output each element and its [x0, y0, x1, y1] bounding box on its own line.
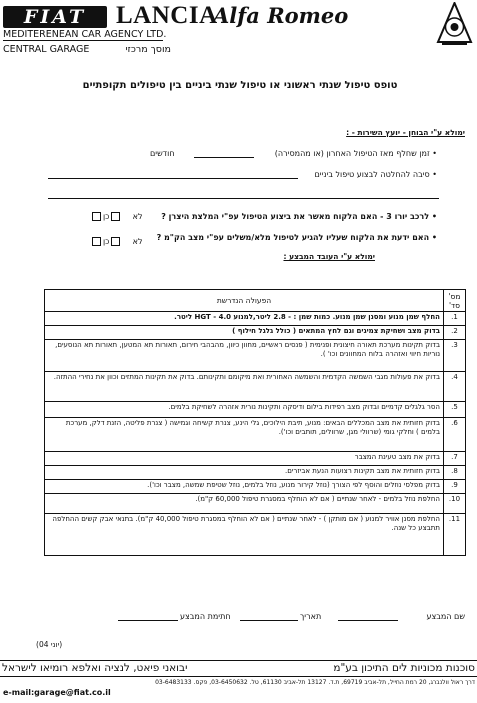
date-label: תאריך — [300, 612, 322, 621]
notify-question: • האם ידעת את הלקוח שעליו להגיע לטיפול מלא/משלים עפ"י מצב הק"מ ? — [156, 233, 437, 242]
row-action: בדוק חזותית את מצב המכללים הבאים: מנוע, תיבת הילוכים, גלי הינע, צנרת קשיחה וגמישה ( צנרת פליטה, הזנת דלק, מערכת בלמים ) וחלקי גומי (שרוולי מגן, שרוולים, תותבים וכו'). — [45, 418, 444, 452]
footer-divider-2 — [0, 676, 477, 677]
row-action: בדוק מצב ושחיקת צמיגים וגם לחץ המתאים ( כולל גלגל חילוף ) — [45, 326, 444, 340]
agency-name: MEDITERENEAN CAR AGENCY LTD. — [3, 29, 167, 40]
table-row — [45, 466, 466, 480]
footer-divider — [0, 660, 477, 661]
row-number: 4. — [444, 372, 466, 402]
euro3-no-checkbox[interactable] — [92, 212, 101, 221]
row-number: 5. — [444, 402, 466, 418]
table-row — [45, 340, 466, 372]
row-action: בדוק מפלסי נוזלים והוסף לפי הצורך (נוזל קירור מנוע, נוזל בלמים, נוזל שטיפת שמשה, מצבר וכו'). — [45, 480, 444, 494]
garage-label-he: מוסך מרכזי — [125, 44, 171, 55]
row-number: 1. — [444, 312, 466, 326]
footer-address: דרך ראול וולנברג, 20 רמת החייל, תל-אביב 69719, ת.ד. 13127 תל-אביב 61130, טל. 03-6450632, פקס. 03-6483133 — [155, 679, 475, 686]
row-action: בדוק תקינות מערכת תאורה חיצונית ופנימית ( פנסים ראשיים, מחוון כיוון, מהבהבי חירום, תאורות תא המטען, תאורות תא הנוסעים, נוריות חיווי ואזהרה בלוח המחוונים וכו' ). — [45, 340, 444, 372]
row-action: הסר גלגלים קדמיים ובדוק מצב רפידות בילום ודיסקה ותקינות נורית אזהרה לשחיקת בלמים. — [45, 402, 444, 418]
euro3-yes-checkbox[interactable] — [111, 212, 120, 221]
form-code: (יוני 04) — [36, 640, 63, 649]
advisor-section-heading: ימולא ע"י הבוחן - יועץ השירות - : — [346, 128, 465, 137]
table-row — [45, 480, 466, 494]
row-number: 6. — [444, 418, 466, 452]
date-input[interactable] — [240, 620, 298, 621]
reason-input-line-2[interactable] — [48, 198, 439, 199]
row-action: החלפת מסנן אוויר למנוע ( אם מותקן ) - לאחר שנתיים ( אם לא הוחלף במסגרת טיפול 40,000 ק"מ). בתנאי אבק קשים ההחלפה תתבצע כל שנה. — [45, 514, 444, 556]
table-row — [45, 494, 466, 514]
row-number: 10. — [444, 494, 466, 514]
service-actions-table — [44, 289, 466, 556]
row-action: בדוק חזותית את מצב תקינות רצועות הנעת אביזרים. — [45, 466, 444, 480]
signature-label: חתימת המבצע — [180, 612, 231, 621]
months-unit: חודשים — [150, 149, 175, 158]
reason-label: • סיבה להחלטה לבצוע טיפול ביניים — [314, 170, 437, 179]
certification-seal-icon — [436, 2, 473, 46]
technician-section-heading: ימולא ע"י העובד המבצע : — [283, 252, 375, 261]
table-row — [45, 418, 466, 452]
notify-options: לא כן — [90, 237, 143, 246]
footer-importer: יבואני פיאט, לנציה ואלפא רומיאו לישראל — [2, 662, 188, 674]
row-action: החלפת נוזל בלמים - לאחר שנתיים ( אם לא הוחלף במסגרת טיפול 60,000 ק"מ). — [45, 494, 444, 514]
row-number: 7. — [444, 452, 466, 466]
table-row — [45, 312, 466, 326]
fiat-logo: FIAT — [3, 6, 107, 28]
row-number: 8. — [444, 466, 466, 480]
euro3-question: • לרכב יורו 3 - האם הלקוח מאשר את ביצוע הטיפול עפ"י המלצת היצרן ? — [161, 212, 437, 221]
notify-yes-checkbox[interactable] — [111, 237, 120, 246]
column-header-action: הפעולה הנדרשת — [45, 290, 444, 312]
form-title: טופס טיפול שנתי ראשוני או טיפול שנתי ביניים בין טיפולים תקופתיים — [82, 80, 398, 91]
reason-input[interactable] — [48, 178, 298, 179]
footer-email[interactable]: e-mail:garage@fiat.co.il — [3, 688, 111, 697]
table-row — [45, 372, 466, 402]
table-row — [45, 452, 466, 466]
column-header-number: מס' סד' — [444, 290, 466, 312]
last-service-input[interactable] — [194, 157, 254, 158]
notify-no-checkbox[interactable] — [92, 237, 101, 246]
row-number: 9. — [444, 480, 466, 494]
row-number: 2. — [444, 326, 466, 340]
table-header-row — [45, 290, 466, 312]
row-action: החלף שמן מנוע ומסנן שמן מנוע. כמות שמן : - 2.8 ליטר,למנוע HGT - 4.0 ליטר. — [45, 312, 444, 326]
lancia-logo: LANCIA — [116, 2, 218, 29]
footer-company: סוכנות מכוניות לים התיכון בע"מ — [333, 662, 475, 674]
garage-label-en: CENTRAL GARAGE — [3, 44, 90, 55]
last-service-label: • זמן שחלף מאז הטיפול האחרון (או מהמסירה) — [274, 149, 437, 158]
header-divider — [3, 40, 163, 41]
row-action: בדוק את מצב טעינת המצבר — [45, 452, 444, 466]
performer-name-input[interactable] — [338, 620, 398, 621]
row-number: 3. — [444, 340, 466, 372]
table-row — [45, 514, 466, 556]
performer-name-label: שם המבצע — [426, 612, 465, 621]
table-row — [45, 402, 466, 418]
signature-input[interactable] — [118, 620, 178, 621]
garage-label — [3, 44, 171, 55]
euro3-options: לא כן — [90, 212, 143, 221]
row-action: בדוק את פעולות מגבי השמשה הקדמית והשמשה האחורית ואת מיקומם ותקינותם. בדוק את תקינות המתזים וכוון את נחירי ההתזה. — [45, 372, 444, 402]
row-number: 11. — [444, 514, 466, 556]
table-row — [45, 326, 466, 340]
alfa-romeo-logo: Alfa Romeo — [213, 3, 349, 28]
